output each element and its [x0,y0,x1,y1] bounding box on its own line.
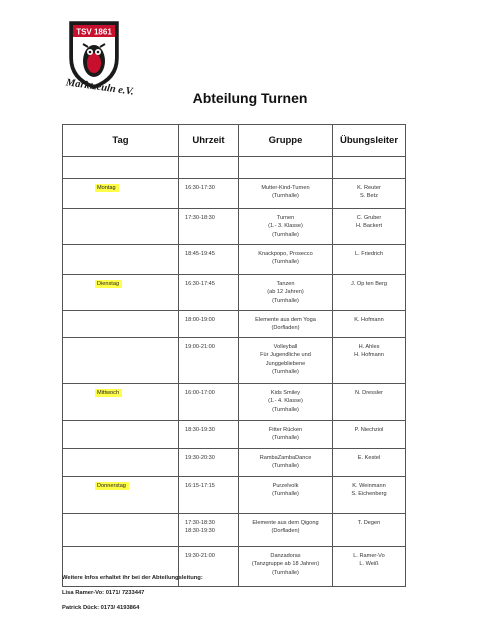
cell-leader-line: L. Weiß [359,561,379,568]
cell-leader [333,547,406,587]
cell-day [63,209,179,245]
cell-group-line: (Turnhalle) [272,569,299,576]
cell-leader [333,514,406,547]
cell-leader-line: T. Degen [357,520,381,526]
cell-time-line: 16:30-17:30 [185,185,215,191]
cell-group-line: (1.- 4. Klasse) [268,398,303,405]
cell-group-line: Danzadoras [270,553,301,559]
cell-group-line: (Dorfladen) [271,528,300,535]
cell-day [63,449,179,477]
cell-group [239,311,333,338]
cell-group-line: (Turnhalle) [272,463,299,470]
cell-day [63,421,179,449]
cell-leader-line: S. Eichenberg [351,491,387,498]
cell-time-line: 18:45-19:45 [185,251,215,257]
cell-leader [333,311,406,338]
cell-day [63,275,179,311]
cell-leader-line: H. Hofmann [354,352,384,359]
page-title: Abteilung Turnen [192,90,308,106]
cell-day [63,179,179,209]
table-row [63,477,406,514]
cell-group-line: Fitter Rücken [268,427,303,433]
cell-group-line: (ab 12 Jahren) [267,289,304,296]
header-uebungsleiter: Übungsleiter [333,125,406,157]
cell-time-line: 17:30-18:30 [185,215,215,221]
cell-time [179,157,239,179]
table-row [63,275,406,311]
cell-day [63,514,179,547]
cell-group [239,384,333,421]
table-row [63,384,406,421]
cell-leader [333,338,406,384]
cell-time-line: 19:00-21:00 [185,344,215,350]
cell-group-line: (Tanzgruppe ab 18 Jahren) [251,561,320,568]
cell-time [179,275,239,311]
cell-time-line: 16:00-17:00 [185,390,215,396]
cell-time-line: 19:30-20:30 [185,455,215,461]
footer-contact-1: Lisa Ramer-Vo: 0171/ 7233447 [62,590,145,596]
day-label: Montag [95,184,119,192]
cell-leader [333,209,406,245]
cell-time [179,449,239,477]
schedule-body [63,157,406,587]
cell-group [239,275,333,311]
cell-group [239,477,333,514]
cell-time-line: 18:30-19:30 [185,528,215,535]
cell-leader [333,275,406,311]
cell-leader-line: K. Reuter [357,185,381,191]
cell-group-line: Purzelvolk [272,483,299,489]
cell-leader-line: E. Kestel [357,455,381,461]
header-gruppe: Gruppe [239,125,333,157]
cell-leader-line: K. Hofmann [354,317,384,323]
cell-group [239,245,333,275]
cell-time [179,384,239,421]
table-header-row [63,125,406,157]
cell-day [63,245,179,275]
cell-leader [333,157,406,179]
cell-group-line: Junggebliebene [265,360,306,367]
cell-group-line: Elemente aus dem Qigong [252,520,319,526]
cell-leader [333,245,406,275]
cell-leader-line: S. Betz [359,193,379,200]
cell-group-line: (Turnhalle) [272,406,299,413]
cell-leader-line: K. Weinmann [352,483,386,489]
cell-time [179,245,239,275]
cell-leader-line: C. Gruber [356,215,382,221]
cell-day [63,338,179,384]
cell-group [239,209,333,245]
cell-group [239,449,333,477]
table-row [63,449,406,477]
cell-leader-line: L. Ramer-Vo [353,553,385,559]
cell-group-line: Mutter-Kind-Turnen [261,185,310,191]
cell-group-line: (Turnhalle) [272,435,299,442]
cell-time [179,311,239,338]
cell-group-line: Kids Smiley [270,390,301,396]
cell-group-line: (Turnhalle) [272,231,299,238]
cell-group [239,421,333,449]
day-label: Donnerstag [95,482,129,490]
cell-group-line: Knackpopo, Prosecco [258,251,313,257]
cell-time [179,338,239,384]
cell-leader-line: H. Backert [355,223,383,230]
cell-time [179,477,239,514]
cell-group-line: (Turnhalle) [272,259,299,266]
table-row [63,245,406,275]
cell-group-line: (Dorfladen) [271,325,300,332]
day-label: Mittwoch [95,389,122,397]
cell-day [63,311,179,338]
day-label: Dienstag [95,280,122,288]
table-row [63,514,406,547]
cell-group-line: (Turnhalle) [272,297,299,304]
cell-group-line: RambaZambaDance [259,455,312,461]
cell-time-line: 18:00-19:00 [185,317,215,323]
cell-time-line: 17:30-18:30 [185,520,215,526]
cell-time [179,209,239,245]
cell-leader-line: J. Op ten Berg [350,281,388,287]
cell-group [239,157,333,179]
cell-group-line: Für Jugendliche und [260,352,311,359]
cell-time-line: 18:30-19:30 [185,427,215,433]
cell-day [63,477,179,514]
cell-group-line: Volleyball [273,344,298,350]
cell-group [239,179,333,209]
cell-group-line: (Turnhalle) [272,369,299,376]
cell-group-line: Tanzen [276,281,295,287]
table-row [63,421,406,449]
cell-day [63,157,179,179]
cell-leader [333,421,406,449]
cell-group-line: (Turnhalle) [272,193,299,200]
cell-leader [333,449,406,477]
svg-text:Marktzeuln e.V.: Marktzeuln e.V. [65,77,135,98]
cell-group-line: Turnen [276,215,295,221]
table-row [63,311,406,338]
cell-group [239,514,333,547]
cell-group-line: (1.- 3. Klasse) [268,223,303,230]
table-row [63,209,406,245]
svg-text:TSV 1861: TSV 1861 [76,27,112,37]
table-row [63,338,406,384]
cell-time [179,514,239,547]
cell-time-line: 16:30-17:45 [185,281,215,287]
cell-leader-line: L. Friedrich [355,251,383,257]
schedule-table [62,124,406,587]
cell-group-line: Elemente aus dem Yoga [255,317,316,323]
cell-time [179,421,239,449]
cell-day [63,384,179,421]
footer-info: Weitere Infos erhaltet ihr bei der Abteilungsleitung: [62,575,203,581]
cell-leader [333,179,406,209]
table-row [63,179,406,209]
cell-time-line: 16:15-17:15 [185,483,215,489]
header-uhrzeit: Uhrzeit [179,125,239,157]
cell-group [239,547,333,587]
cell-leader [333,477,406,514]
cell-time-line: 19:30-21:00 [185,553,215,559]
footer-contact-2: Patrick Dück: 0173/ 4193864 [62,605,140,611]
cell-leader-line: H. Ahles [358,344,380,350]
table-row [63,157,406,179]
header-tag: Tag [63,125,179,157]
cell-group-line: (Turnhalle) [272,491,299,498]
cell-leader [333,384,406,421]
cell-leader-line: N. Dressler [355,390,383,396]
cell-group [239,338,333,384]
cell-leader-line: P. Niechziol [354,427,384,433]
cell-time [179,179,239,209]
